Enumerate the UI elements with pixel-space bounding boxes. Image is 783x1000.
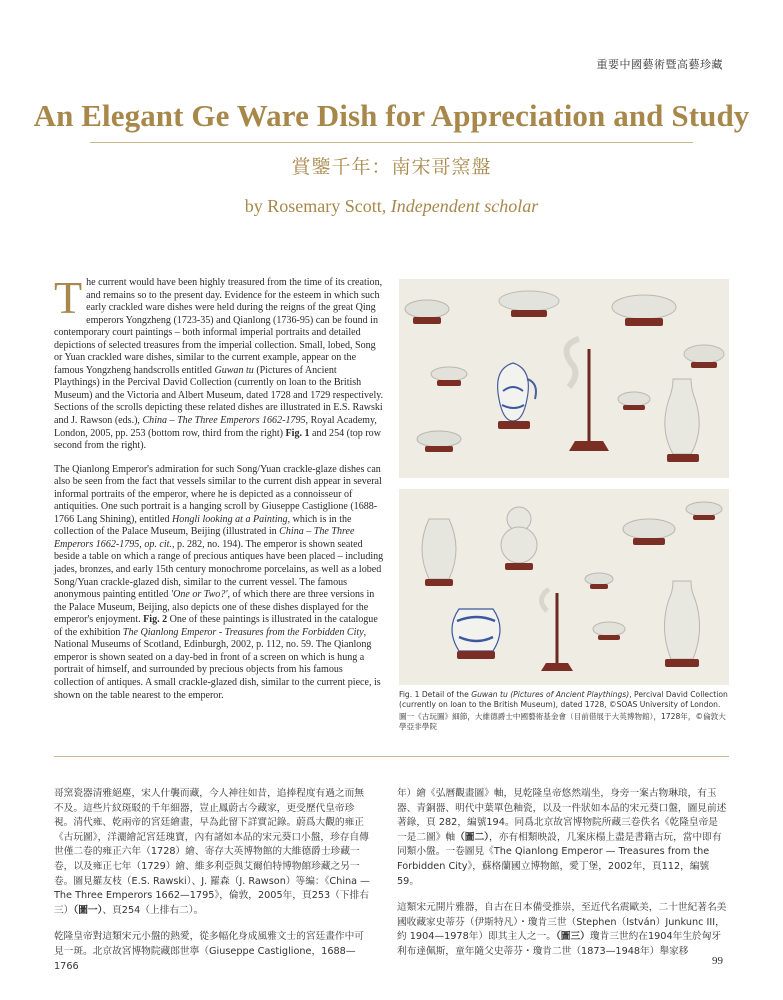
chinese-text-column-right bbox=[397, 787, 727, 972]
chinese-paragraph-2: 乾隆皇帝對這類宋元小盤的熱愛，從多幅化身成風雅文士的宮廷畫作中可見一斑。北京故宮博物院藏郎世寧（Giuseppe Castiglione，1688—1766 bbox=[54, 931, 364, 972]
text-run-italic: Guwan tu bbox=[214, 364, 254, 376]
figure-1-photo-top bbox=[399, 279, 729, 478]
text-run: and 254 (top row second from the right). bbox=[54, 427, 381, 452]
text-run-italic: Guwan tu (Pictures of Ancient Playthings) bbox=[471, 690, 630, 699]
text-run: The Qianlong Emperor's admiration for such Song/Yuan crackle-glaze dishes can also be seen from the fact that vessels similar to the current dish appear in several informal portraits of the emperor, where he is depicted as a connoisseur of antiquities. One such portrait is a hanging scroll by Giuseppe Castiglione (1688-1766 Lang Shining), entitled bbox=[54, 463, 382, 525]
running-head: 重要中國藝術暨高藝珍藏 bbox=[596, 58, 723, 71]
text-run: Fig. 1 Detail of the bbox=[399, 690, 472, 699]
text-run-italic: Hongli looking at a Painting bbox=[172, 513, 288, 525]
text-run: 哥窯瓷器清雅絕塵，宋人什襲而藏，今人神往如昔，追捧程度有過之而無不及。這些片紋斑駁的千年細器，豈止鳳蔚古今藏家，更受歷代皇帝珍視。清代雍、乾兩帝的宮廷繪畫，早為此留下詳實記錄。蔚爲大觀的雍正《古玩圖》，洋灑繪記宮廷瑰寶，內有諸如本品的宋元葵口小盤，珍存自傳世僅二卷的雍正六年（1728）繪、寄存大英博物館的大維德爵士珍藏一卷，以及雍正七年（1729）繪、維多利亞與艾爾伯特博物館珍藏之另一卷。圖見羅友枝（E.S. Rawski）、J. 羅森（J. Rawson）等編：《China —The Three Emperors 1662—1795》，倫敦，2005年，頁253（下排右三） bbox=[54, 788, 370, 916]
text-run: 這類宋元開片雅器，自古在日本備受推崇，至近代名震歐美，二十世紀著名美國收藏家史蒂芬（伊斯特凡）・瓊肯三世（Stephen（István）Junkunc III，約 1904—1978年）即其主人之一。 bbox=[397, 902, 727, 943]
text-run: ，亦有相類映設，几案床榻上盡是書籍古玩，當中即有同類小盤。一卷圖見《The Qianlong Emperor — Treasures from the Forbidden City》，蘇格蘭國立博物館，愛丁堡，2002年，頁112，編號59。 bbox=[397, 831, 722, 887]
title-rule bbox=[90, 142, 693, 143]
byline bbox=[0, 196, 783, 217]
chinese-paragraph-1 bbox=[54, 787, 372, 918]
text-run: , National Museums of Scotland, Edinburgh, 2002, p. 112, no. 59. The Qianlong emperor is shown seated on a day-bed in front of a screen on which is hung a portrait of himself, and surrounded by precious objects from his famous collection of antiques. A small crackle-glazed dish, similar to the current piece, is shown on the table nearest to the emperor. bbox=[54, 626, 381, 701]
text-run: , of which there are three versions in the Palace Museum, Beijing, also depicts one of these dishes displayed for the emperor's enjoyment. bbox=[54, 589, 375, 626]
text-run: , Percival David Collection (currently on loan to the British Museum), dated 1728, ©SOAS University of London. bbox=[399, 690, 728, 709]
text-run: 年）繪《弘曆觀畫圖》軸，見乾隆皇帝悠然端坐，身旁一案古物琳琅，有玉器、青銅器、明代中葉單色釉瓷，以及一件狀如本品的宋元葵口盤，圖見前述著錄，頁 282，編號194。同爲北京故宮博物院所藏三卷佚名《乾隆皇帝是一是二圖》軸 bbox=[397, 788, 727, 843]
drop-cap: T bbox=[54, 272, 83, 323]
english-paragraph-1 bbox=[54, 272, 384, 453]
caption-chinese: 圖一《古玩圖》細節，大維德爵士中國藝術基金會（目前借展于大英博物館），1728年，©倫敦大學亞非學院 bbox=[399, 712, 726, 731]
chinese-paragraph-3 bbox=[397, 787, 727, 889]
text-run: 、頁254（上排右二）。 bbox=[102, 904, 204, 916]
text-run: 瓊肯三世約在1904年生於匈牙利布達佩斯，童年隨父史蒂芬・瓊肯二世（1873—1948年）舉家移 bbox=[397, 931, 722, 957]
text-run-italic: 'One or Two?' bbox=[170, 589, 228, 601]
figure-reference: （圖二） bbox=[455, 831, 490, 843]
figure-reference: Fig. 2 bbox=[143, 614, 168, 626]
figure-1-photo-bottom bbox=[399, 489, 729, 685]
article-title: An Elegant Ge Ware Dish for Appreciation and Study bbox=[33, 98, 750, 133]
section-divider bbox=[54, 756, 729, 757]
text-run: One of these paintings is illustrated in the catalogue of the exhibition bbox=[54, 614, 378, 638]
text-run-italic: The Qianlong Emperor - Treasures from the Forbidden City bbox=[122, 626, 364, 638]
text-run: (Pictures of Ancient Playthings) in the Percival David Collection (currently on loan to the British Museum) and the Victoria and Albert Museum, dated 1728 and 1729 respectively. Sections of the scrolls depicting these related dishes are illustrated in E.S. Rawski and J. Rawson (eds.), bbox=[54, 364, 384, 427]
text-run-italic: China – The Three Emperors 1662-1795 bbox=[142, 415, 306, 427]
caption-english bbox=[399, 690, 729, 710]
page-number: 99 bbox=[712, 955, 723, 967]
byline-role: Independent scholar bbox=[390, 196, 539, 216]
english-paragraph-2 bbox=[54, 464, 384, 702]
figure-1-caption bbox=[399, 690, 729, 734]
text-run: , Royal Academy, London, 2005, pp. 253 (bottom row, third from the right) bbox=[54, 415, 377, 439]
text-run-italic: China – The Three Emperors 1662-1795, op. cit. bbox=[54, 526, 355, 550]
text-run: , which is in the collection of the Palace Museum, Beijing (illustrated in bbox=[54, 513, 352, 538]
byline-author: by Rosemary Scott, bbox=[244, 196, 391, 216]
figure-reference: （圖三） bbox=[555, 931, 590, 943]
text-run: he current would have been highly treasured from the time of its creation, and remains so to the present day. Evidence for the esteem in which such early crackled ware dishes were held during the reigns of the great Qing emperors Yongzheng (1723-35) and Qianlong (1736-95) can be found in contemporary court paintings – both informal imperial portraits and detailed depictions of selected treasures from the imperial collection. Small, lobed, Song or Yuan crackled ware dishes, similar to the current example, appear on the famous Yongzheng handscrolls entitled bbox=[54, 277, 383, 376]
english-text-column bbox=[54, 272, 384, 713]
chinese-text-column-left bbox=[54, 787, 372, 986]
article-title-chinese: 賞鑒千年：南宋哥窯盤 bbox=[291, 156, 492, 178]
figure-reference: （圖一） bbox=[73, 904, 103, 916]
figure-reference: Fig. 1 bbox=[285, 427, 310, 439]
text-run: , p. 282, no. 194). The emperor is shown seated beside a table on which a range of precious antiques have been placed – including jades, bronzes, and early 15th century monochrome porcelains, as well as a lobed Song/Yuan crackle-glazed dish, similar to the current vessel. The famous anonymous painting entitled bbox=[54, 538, 384, 601]
chinese-paragraph-4 bbox=[397, 901, 727, 959]
